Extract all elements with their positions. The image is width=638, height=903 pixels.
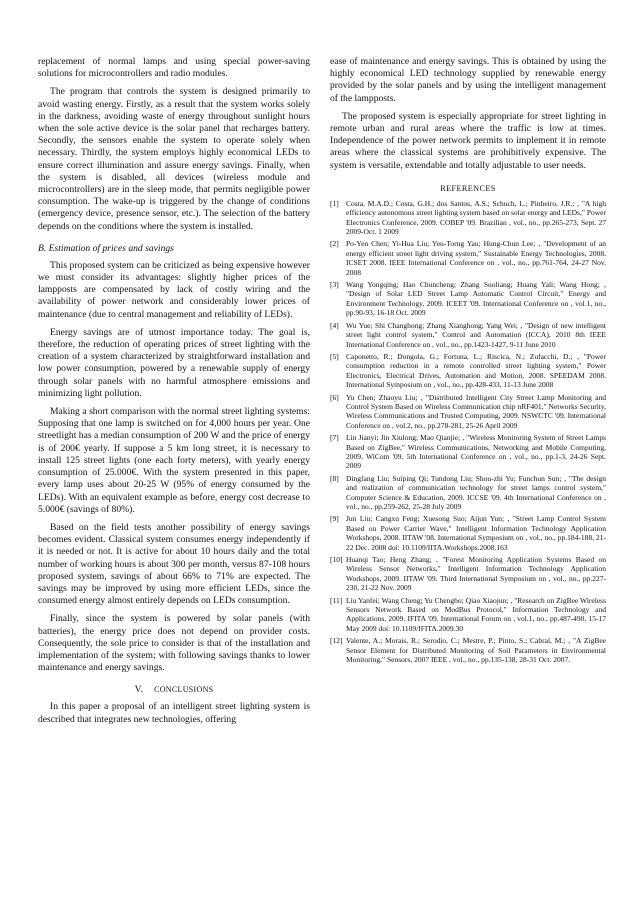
right-column — [330, 56, 606, 668]
subsection-heading: B. Estimation of prices and savings — [38, 242, 174, 254]
reference-text: Liu Yanfei; Wang Cheng; Yu Chengbo; Qiao Xiaojun; , "Research on ZigBee Wireless Sensors Network Based on ModBus Protocol," Information Technology and Applications, 2009. IFITA '09. International Forum on , vol.1, no., pp.487-490, 15-17 May 2009 doi: 10.1109/IFITA.2009.30 — [346, 595, 606, 633]
paragraph: This proposed system can be criticized as being expensive however we must consider its advantages: slightly higher prices of the lampposts are compensated by lack of costly wiring and the availability of power network and considerably lower prices of maintenance (due to central management and reliability of LEDs). — [38, 259, 310, 320]
reference-item — [330, 514, 606, 552]
reference-item — [330, 239, 606, 277]
reference-number: [1] — [330, 198, 339, 208]
reference-number: [4] — [330, 320, 339, 330]
reference-text: Jun Liu; Cangxu Feng; Xuesong Suo; Aijun Yun; , "Street Lamp Control System Based on Power Carrier Wave," Intelligent Information Technology Application Workshops, 2008. IITAW '08. International Symposium on , vol., no., pp.184-188, 21-22 Dec. 2008 doi: 10.1109/IITA.Workshops.2008.163 — [346, 514, 606, 552]
reference-item — [330, 393, 606, 431]
reference-item — [330, 321, 606, 349]
reference-text: Lin Jianyi; Jin Xiulong; Mao Qianjie; , "Wireless Monitoring System of Street Lamps Based on ZigBee," Wireless Communications, Networking and Mobile Computing, 2009. WiCom '09. 5th International Conference on , vol., no., pp.1-3, 24-26 Sept. 2009 — [346, 433, 606, 471]
reference-text: Costa, M.A.D.; Costa, G.H.; dos Santos, A.S.; Schuch, L.; Pinheiro, J.R.; , "A high efficiency autonomous street lighting system based on solar energy and LEDs," Power Electronics Conference, 2009. COBEP '09. Brazilian , vol., no., pp.265-273, Sept. 27 2009-Oct. 1 2009 — [346, 198, 606, 237]
reference-number: [6] — [330, 392, 339, 402]
reference-text: Wu Yue; Shi Changhong; Zhang Xianghong; Yang Wei; , "Design of new intelligent street light control system," Control and Automation (ICCA), 2010 8th IEEE International Conference on , vol., no., pp.1423-1427, 9-11 June 2010 — [346, 320, 606, 349]
reference-item — [330, 199, 606, 237]
section-title: CONCLUSIONS — [154, 685, 214, 695]
paragraph: Finally, since the system is powered by solar panels (with batteries), the energy price does not depend on provider costs. Consequently, the sole price to consider is that of the installation and implementation of the system; with following savings thanks to lower maintenance and energy savings. — [38, 613, 310, 674]
reference-text: Dingfang Liu; Suiping Qi; Tundong Liu; Shou-zhi Yu; Funchun Sun; , "The design and realization of communication technology for street lamps control system," Computer Science & Education, 2009. ICCSE '09. 4th International Conference on , vol., no., pp.259-262, 25-28 July 2009 — [346, 473, 606, 512]
reference-text: Po-Yen Chen; Yi-Hua Liu; Yeu-Torng Yau; Hung-Chun Lee; , "Development of an energy efficient street light driving system," Sustainable Energy Technologies, 2008. ICSET 2008. IEEE International Conference on , vol., no., pp.761-764, 24-27 Nov. 2008 — [346, 239, 606, 277]
reference-number: [7] — [330, 433, 339, 443]
reference-number: [2] — [330, 239, 339, 249]
reference-item — [330, 352, 606, 390]
left-column — [38, 56, 310, 732]
paragraph: Based on the field tests another possibility of energy savings becomes evident. Classical system consumes energy independently if it is needed or not. It is active for about 10 hours daily and the total number of working hours is about 300 per month, versus 87-108 hours proposed system, savings of about 66% to 71% are expected. The savings may be improved by using more efficient LEDs, since the consumed energy almost entirely depends on LEDs consumption. — [38, 521, 310, 607]
reference-number: [3] — [330, 280, 339, 290]
reference-number: [8] — [330, 473, 339, 483]
references-heading — [330, 184, 606, 193]
reference-text: Valente, A.; Morais, R.; Serodio, C.; Mestre, P.; Pinto, S.; Cabral, M.; , "A ZigBee Sensor Element for Distributed Monitoring of Soil Parameters in Environmental Monitoring," Sensors, 2007 IEEE , vol., no., pp.135-138, 28-31 Oct. 2007. — [346, 636, 606, 665]
reference-item — [330, 474, 606, 512]
reference-number: [11] — [330, 595, 343, 605]
reference-item — [330, 433, 606, 471]
reference-number: [12] — [330, 636, 343, 646]
reference-text: Yu Chen; Zhaoyu Liu; , "Distributed Intelligent City Street Lamp Monitoring and Control System Based on Wireless Communication chip nRF401," Networks Security, Wireless Communications and Trusted Computing, 2009. NSWCTC '09. International Conference on , vol.2, no., pp.278-281, 25-26 April 2009 — [346, 392, 606, 430]
reference-number: [10] — [330, 555, 343, 565]
reference-number: [5] — [330, 351, 339, 361]
reference-number: [9] — [330, 514, 339, 524]
paragraph: ease of maintenance and energy savings. This is obtained by using the highly economical LED technology supplied by renewable energy provided by the solar panels and by using the intelligent management of the lampposts. — [330, 56, 606, 104]
reference-item — [330, 280, 606, 318]
references-title: REFERENCES — [440, 183, 496, 193]
paragraph: Making a short comparison with the normal street lighting systems: Supposing that one lamp is switched on for 4,000 hours per year. One streetlight has a median consumption of 200 W and the price of energy is of 200€ yearly. If suppose a 5 km long street, it is necessary to install 125 street lights (one each forty meters), with yearly energy consumption of 25.000€. With the system presented in this paper, every lamp uses about 20-25 W (95% of energy consumed by the LEDs). With an equivalent example as before, energy cost decrease to 5.000€ (savings of 80%). — [38, 406, 310, 515]
reference-item — [330, 636, 606, 664]
paragraph: Energy savings are of utmost importance today. The goal is, therefore, the reduction of operating prices of street lighting with the creation of a system characterized by straightforward installation and low power consumption, powered by a renewable supply of energy through solar panels with no harmful atmosphere emissions and minimizing light pollution. — [38, 326, 310, 399]
reference-item — [330, 596, 606, 634]
reference-text: Huanqi Tao; Heng Zhang; , "Forest Monitoring Application Systems Based on Wireless Sensor Networks," Intelligent Information Technology Application Workshops, 2009. IITAW '09. Third International Symposium on , vol., no., pp.227-230, 21-22 Nov. 2009 — [346, 555, 606, 593]
reference-text: Wang Yongqing; Hao Chuncheng; Zhang Suoliang; Huang Yali; Wang Hong; , "Design of Solar LED Street Lamp Automatic Control Circuit," Energy and Environment Technology, 2009. ICEET '09. International Conference on , vol.1, no., pp.90-93, 16-18 Oct. 2009 — [346, 280, 606, 318]
paragraph: The proposed system is especially appropriate for street lighting in remote urban and rural areas where the traffic is low at times. Independence of the power network permits to implement it in remote areas where the classical systems are prohibitively expensive. The system is versatile, extendable and totally adjustable to user needs. — [330, 110, 606, 171]
section-number: V. — [134, 684, 144, 696]
reference-list — [330, 199, 606, 665]
paragraph: In this paper a proposal of an intelligent street lighting system is described that integrates new technologies, offering — [38, 701, 310, 725]
paragraph: replacement of normal lamps and using special power-saving solutions for microcontrollers and radio modules. — [38, 56, 310, 80]
paragraph: The program that controls the system is designed primarily to avoid wasting energy. Firstly, as a result that the system works solely in the darkness, avoiding waste of energy throughout sunlight hours when the sole active device is the solar panel that recharges battery. Secondly, the sensors enable the system to operate solely when necessary. Thirdly, the system employs highly economical LEDs to ensure correct illumination and assure energy savings. Finally, when the system is disabled, all devices (wireless module and microcontrollers) are in the sleep mode, that permits negligible power consumption. The wake-up is triggered by the change of conditions (emergency device, presence sensor, etc.). The selection of the battery depends on the conditions where the system is installed. — [38, 86, 310, 232]
reference-item — [330, 555, 606, 593]
section-heading — [38, 684, 310, 695]
reference-text: Caponetto, R.; Dongola, G.; Fortuna, L.; Riscica, N.; Zufacchi, D.; , "Power consumption reduction in a remote controlled street lighting system," Power Electronics, Electrical Drives, Automation and Motion, 2008. SPEEDAM 2008. International Symposium on , vol., no., pp.428-433, 11-13 June 2008 — [346, 351, 606, 390]
